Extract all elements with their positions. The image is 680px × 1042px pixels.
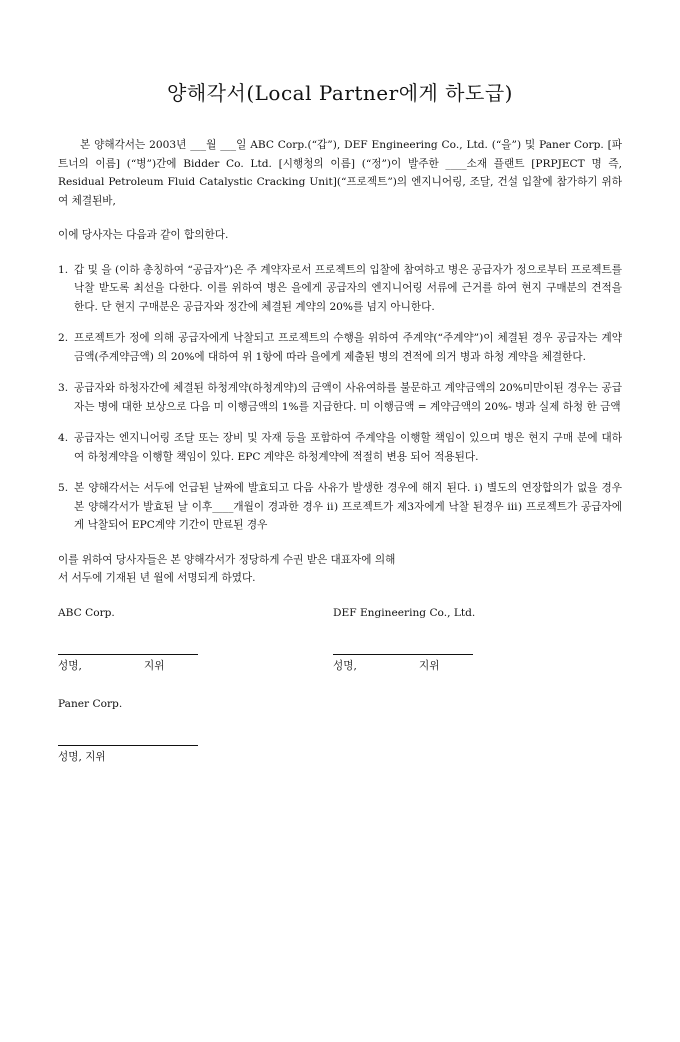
signatory-company: DEF Engineering Co., Ltd. [333,606,476,619]
signature-line [333,630,473,655]
clause-number: 4. [58,432,69,444]
title-label: 지위 [419,659,440,672]
signature-caption [333,657,608,675]
closing-line-1: 이를 위하여 당사자들은 본 양해각서가 정당하게 수권 받은 대표자에 의해 [58,553,396,566]
agreement-line: 이에 당사자는 다음과 같이 합의한다. [58,229,229,241]
document-title: 양해각서(Local Partner에게 하도급) [167,81,513,105]
clause-item [58,329,622,366]
clause-list [58,261,622,535]
clause-number: 5. [58,482,69,494]
clause-item [58,261,622,317]
signature-block-abc [58,604,333,675]
clause-item [58,429,622,466]
signature-caption: 성명, 지위 [58,750,106,763]
clause-number: 3. [58,382,69,394]
closing-line-2: 서 서두에 기재된 년 월에 서명되게 하였다. [58,572,256,584]
signature-block-paner [58,695,622,766]
intro-paragraph: 본 양해각서는 2003년 ___월 ___일 ABC Corp.(“갑”), DEF Engineering Co., Ltd. (“을”) 및 Paner Corp. [파트너의 이름] (“병”)간에 Bidder Co. Ltd. [시행청의 이름] (“정”)이 발주한 ____소재 플랜트 [PRPJECT 명 즉, Residual Petroleum Fluid Catalystic Cracking Unit](“프로젝트”)의 엔지니어링, 조달, 건설 입찰에 참가하기 위하여 체결된바, [58,139,622,207]
document-page [0,80,680,1042]
clause-text: 공급자와 하청자간에 체결된 하청계약(하청계약)의 금액이 사유여하를 불문하고 계약금액의 20%미만이된 경우는 공급자는 병에 대한 보상으로 다음 미 이행금액의 1%를 지급한다. 미 이행금액 = 계약금액의 20%- 병과 실제 하청 한 금액 [74,382,622,413]
signatory-company: Paner Corp. [58,697,123,710]
clause-item [58,479,622,535]
name-label: 성명, [333,659,357,672]
signature-row [58,604,622,675]
clause-text: 프로젝트가 정에 의해 공급자에게 낙찰되고 프로젝트의 수행을 위하여 주계약(“주계약”)이 체결된 경우 공급자는 계약금액(주계약금액) 의 20%에 대하여 위 1항에 따라 을에게 제출된 병의 견적에 의거 병과 하청 계약을 체결한다. [74,332,622,363]
clause-number: 2. [58,332,69,344]
signature-line [58,630,198,655]
signature-line [58,721,198,746]
clause-text: 갑 및 을 (이하 총칭하여 “공급자”)은 주 계약자로서 프로젝트의 입찰에 참여하고 병은 공급자가 정으로부터 프로젝트를 낙찰 받도록 최선을 다한다. 이를 위하여 병은 을에게 공급자의 엔지니어링 서류에 근거를 하여 현지 구매분의 견적을 한다. 단 현지 구매분은 공급자와 정간에 체결된 계약의 20%를 넘지 아니한다. [74,263,622,313]
signature-caption [58,657,333,675]
closing-statement [58,551,622,588]
clause-number: 1. [58,263,69,276]
signatory-company: ABC Corp. [58,606,115,619]
signature-block-def [333,604,608,675]
title-label: 지위 [144,659,165,672]
clause-text: 본 양해각서는 서두에 언급된 날짜에 발효되고 다음 사유가 발생한 경우에 해지 된다. ⅰ) 별도의 연장합의가 없을 경우 본 양해각서가 발효된 날 이후____개월이 경과한 경우 ⅱ) 프로젝트가 제3자에게 낙찰 된경우 ⅲ) 프로젝트가 공급자에게 낙찰되어 EPC계약 기간이 만료된 경우 [74,482,622,531]
name-label: 성명, [58,659,82,672]
clause-text: 공급자는 엔지니어링 조달 또는 장비 및 자재 등을 포함하여 주계약을 이행할 책임이 있으며 병은 현지 구매 분에 대하여 하청계약을 이행할 책임이 있다. EPC 계약은 하청계약에 적절히 변용 되어 적용된다. [74,432,622,463]
clause-item [58,379,622,416]
